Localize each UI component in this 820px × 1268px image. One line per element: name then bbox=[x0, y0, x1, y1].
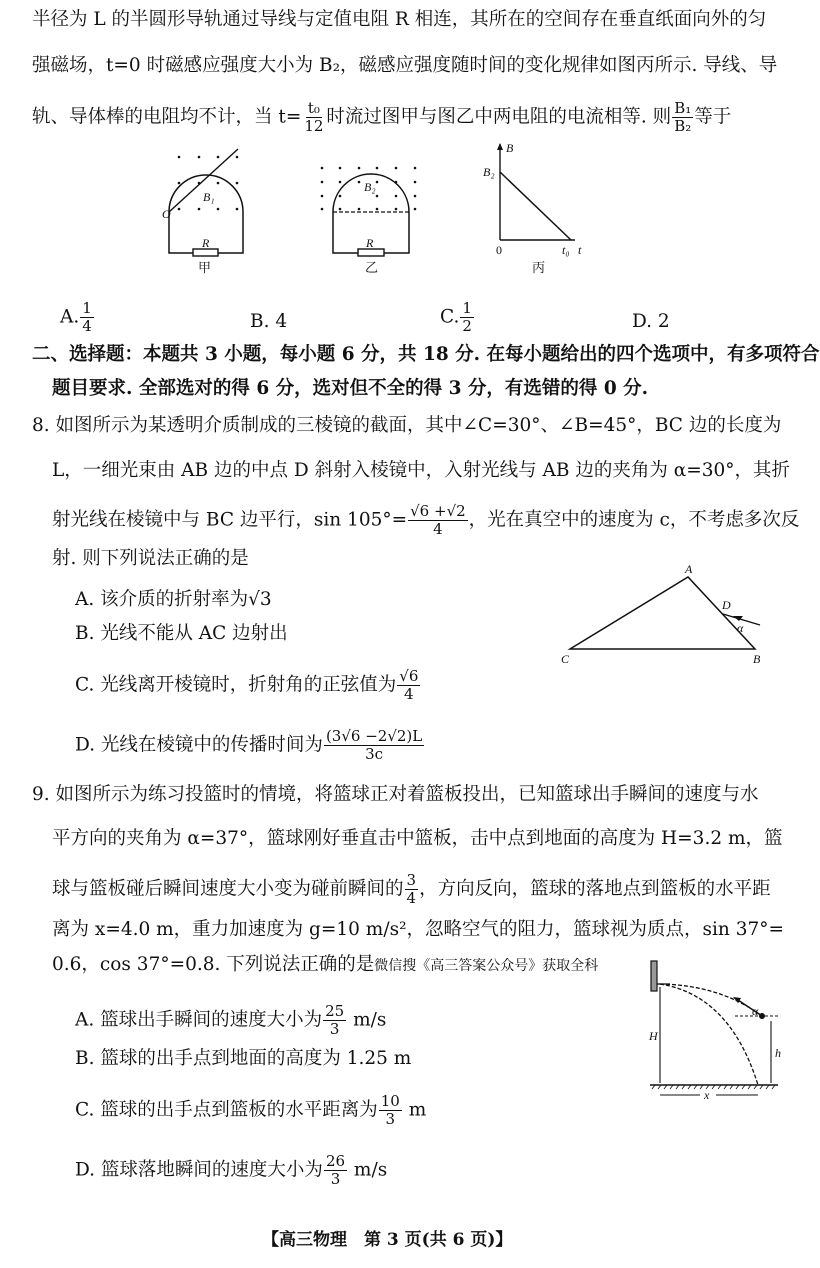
label: D. 光线在棱镜中的传播时间为 bbox=[75, 734, 323, 756]
denominator: 3 bbox=[330, 1170, 341, 1188]
text: 等于 bbox=[694, 106, 732, 128]
label: A. 篮球出手瞬间的速度大小为 bbox=[75, 1009, 323, 1031]
fraction bbox=[80, 300, 94, 335]
text: 时流过图甲与图乙中两电阻的电流相等. 则 bbox=[326, 106, 672, 128]
q9-line-3 bbox=[52, 872, 771, 907]
denominator: 3c bbox=[365, 745, 384, 763]
numerator: t₀ bbox=[307, 99, 320, 117]
page-footer: 【高三物理 第 3 页(共 6 页)】 bbox=[262, 1230, 513, 1250]
fraction-t bbox=[302, 100, 325, 135]
watermark-text: 微信搜《高三答案公众号》获取全科 bbox=[374, 958, 599, 974]
section-2-line-1: 二、选择题：本题共 3 小题，每小题 6 分，共 18 分. 在每小题给出的四个选项中，有多项符合 bbox=[32, 344, 820, 365]
q9-option-c[interactable] bbox=[75, 1093, 426, 1128]
q8-line-3 bbox=[52, 503, 799, 538]
q7-line-3 bbox=[32, 100, 731, 135]
fraction bbox=[397, 668, 420, 703]
text: 球与篮板碰后瞬间速度大小变为碰前瞬间的 bbox=[52, 878, 404, 900]
q9-option-d[interactable] bbox=[75, 1153, 387, 1188]
fraction-ratio bbox=[672, 100, 693, 135]
text: 轨、导体棒的电阻均不计，当 t= bbox=[32, 106, 302, 128]
numerator: B₁ bbox=[674, 99, 692, 117]
caption: 乙 bbox=[365, 260, 379, 275]
trajectory-out bbox=[660, 984, 758, 1085]
unit: m bbox=[408, 1099, 427, 1121]
numerator: (3√6 −2√2)L bbox=[325, 727, 423, 745]
q8-line-2: L，一细光束由 AB 边的中点 D 斜射入棱镜中，入射光线与 AB 边的夹角为 α=30°，其折 bbox=[52, 460, 790, 481]
label-h-big: H bbox=[649, 1029, 658, 1043]
q9-option-a[interactable] bbox=[75, 1003, 386, 1038]
vertex-a: A bbox=[685, 562, 693, 576]
numerator: 10 bbox=[380, 1092, 400, 1110]
q9-option-b[interactable]: B. 篮球的出手点到地面的高度为 1.25 m bbox=[75, 1048, 412, 1069]
numerator: √6 +√2 bbox=[410, 502, 466, 520]
label-r: R bbox=[366, 236, 374, 250]
denominator: 4 bbox=[406, 889, 417, 907]
fraction bbox=[324, 728, 424, 763]
y-label: B bbox=[506, 141, 514, 155]
denominator: 3 bbox=[329, 1020, 340, 1038]
label-b2: B₂ bbox=[364, 180, 376, 194]
q7-line-1: 半径为 L 的半圆形导轨通过导线与定值电阻 R 相连，其所在的空间存在垂直纸面向外的匀 bbox=[32, 9, 767, 30]
denominator: 3 bbox=[385, 1110, 396, 1128]
fraction bbox=[379, 1093, 402, 1128]
numerator: 25 bbox=[325, 1002, 345, 1020]
text: ，光在真空中的速度为 c，不考虑多次反 bbox=[468, 509, 800, 531]
numerator: 26 bbox=[325, 1152, 346, 1170]
angle-alpha: α bbox=[737, 621, 744, 635]
resistor bbox=[193, 249, 218, 256]
triangle-abc bbox=[570, 577, 755, 649]
caption: 丙 bbox=[532, 260, 546, 275]
numerator: 3 bbox=[406, 871, 417, 889]
q8-line-4: 射. 则下列说法正确的是 bbox=[52, 548, 249, 569]
b-line bbox=[500, 172, 571, 240]
prism-figure bbox=[555, 562, 785, 666]
label: C. 光线离开棱镜时，折射角的正弦值为 bbox=[75, 674, 397, 696]
trajectory-in bbox=[660, 984, 762, 1016]
q7-option-b[interactable]: B. 4 bbox=[250, 311, 288, 332]
denominator: 12 bbox=[304, 117, 324, 135]
q7-line-2: 强磁场，t=0 时磁感应强度大小为 B₂，磁感应强度随时间的变化规律如图丙所示. 导线、导 bbox=[32, 55, 778, 76]
denominator: B₂ bbox=[674, 117, 692, 135]
numerator: 1 bbox=[82, 299, 92, 317]
label-r: R bbox=[202, 236, 210, 250]
label-o: O bbox=[162, 207, 171, 221]
label-h-small: h bbox=[775, 1046, 781, 1060]
label: A. bbox=[60, 306, 80, 328]
q8-option-a[interactable]: A. 该介质的折射率为√3 bbox=[75, 589, 272, 610]
label: D. 篮球落地瞬间的速度大小为 bbox=[75, 1159, 323, 1181]
origin-label: 0 bbox=[496, 243, 502, 257]
text: 0.6，cos 37°=0.8. 下列说法正确的是 bbox=[52, 954, 375, 975]
fraction bbox=[323, 1003, 346, 1038]
label-alpha: α bbox=[752, 1004, 759, 1018]
label-x: x bbox=[704, 1088, 710, 1102]
caption: 甲 bbox=[198, 260, 212, 275]
fraction-sin bbox=[408, 503, 468, 538]
q8-option-b[interactable]: B. 光线不能从 AC 边射出 bbox=[75, 623, 288, 644]
label: C. 篮球的出手点到篮板的水平距离为 bbox=[75, 1099, 378, 1121]
resistor bbox=[358, 249, 384, 256]
figure-jia bbox=[162, 145, 280, 275]
fraction bbox=[460, 300, 474, 335]
q8-option-c[interactable] bbox=[75, 668, 421, 703]
fraction bbox=[405, 872, 419, 907]
unit: m/s bbox=[353, 1159, 388, 1181]
numerator: 1 bbox=[462, 299, 472, 317]
numerator: √6 bbox=[399, 667, 419, 685]
ball bbox=[759, 1013, 765, 1019]
q8-option-d[interactable] bbox=[75, 728, 425, 763]
backboard bbox=[651, 961, 657, 991]
b2-tick: B₂ bbox=[483, 165, 495, 179]
q7-option-d[interactable]: D. 2 bbox=[632, 311, 670, 332]
q7-option-a[interactable] bbox=[60, 300, 95, 335]
fraction bbox=[324, 1153, 347, 1188]
denominator: 4 bbox=[82, 317, 92, 335]
denominator: 4 bbox=[404, 685, 414, 703]
figure-yi bbox=[320, 145, 440, 275]
q7-option-c[interactable] bbox=[440, 300, 475, 335]
t0-tick: t₀ bbox=[562, 243, 570, 257]
q9-line-5 bbox=[52, 953, 598, 978]
x-label: t bbox=[578, 243, 582, 257]
q8-line-1: 8. 如图所示为某透明介质制成的三棱镜的截面，其中∠C=30°、∠B=45°，BC 边的长度为 bbox=[32, 415, 782, 436]
point-d: D bbox=[722, 598, 731, 612]
vertex-c: C bbox=[561, 652, 570, 666]
vertex-b: B bbox=[753, 652, 761, 666]
q9-line-1: 9. 如图所示为练习投篮时的情境，将篮球正对着篮板投出，已知篮球出手瞬间的速度与水 bbox=[32, 784, 759, 805]
denominator: 4 bbox=[433, 520, 443, 538]
q9-line-2: 平方向的夹角为 α=37°，篮球刚好垂直击中篮板，击中点到地面的高度为 H=3.2 m，篮 bbox=[52, 828, 783, 849]
section-2-line-2: 题目要求. 全部选对的得 6 分，选对但不全的得 3 分，有选错的得 0 分. bbox=[52, 378, 649, 399]
text: 射光线在棱镜中与 BC 边平行，sin 105°= bbox=[52, 509, 408, 531]
text: ，方向反向，篮球的落地点到篮板的水平距 bbox=[419, 878, 771, 900]
unit: m/s bbox=[353, 1009, 387, 1031]
q9-line-4: 离为 x=4.0 m，重力加速度为 g=10 m/s²，忽略空气的阻力，篮球视为质点，sin 37°= bbox=[52, 919, 784, 940]
label: C. bbox=[440, 306, 460, 328]
denominator: 2 bbox=[462, 317, 472, 335]
figure-bing-graph bbox=[480, 140, 590, 275]
basketball-figure bbox=[640, 955, 790, 1102]
label-b1: B₁ bbox=[203, 190, 215, 204]
y-arrow bbox=[497, 143, 503, 150]
